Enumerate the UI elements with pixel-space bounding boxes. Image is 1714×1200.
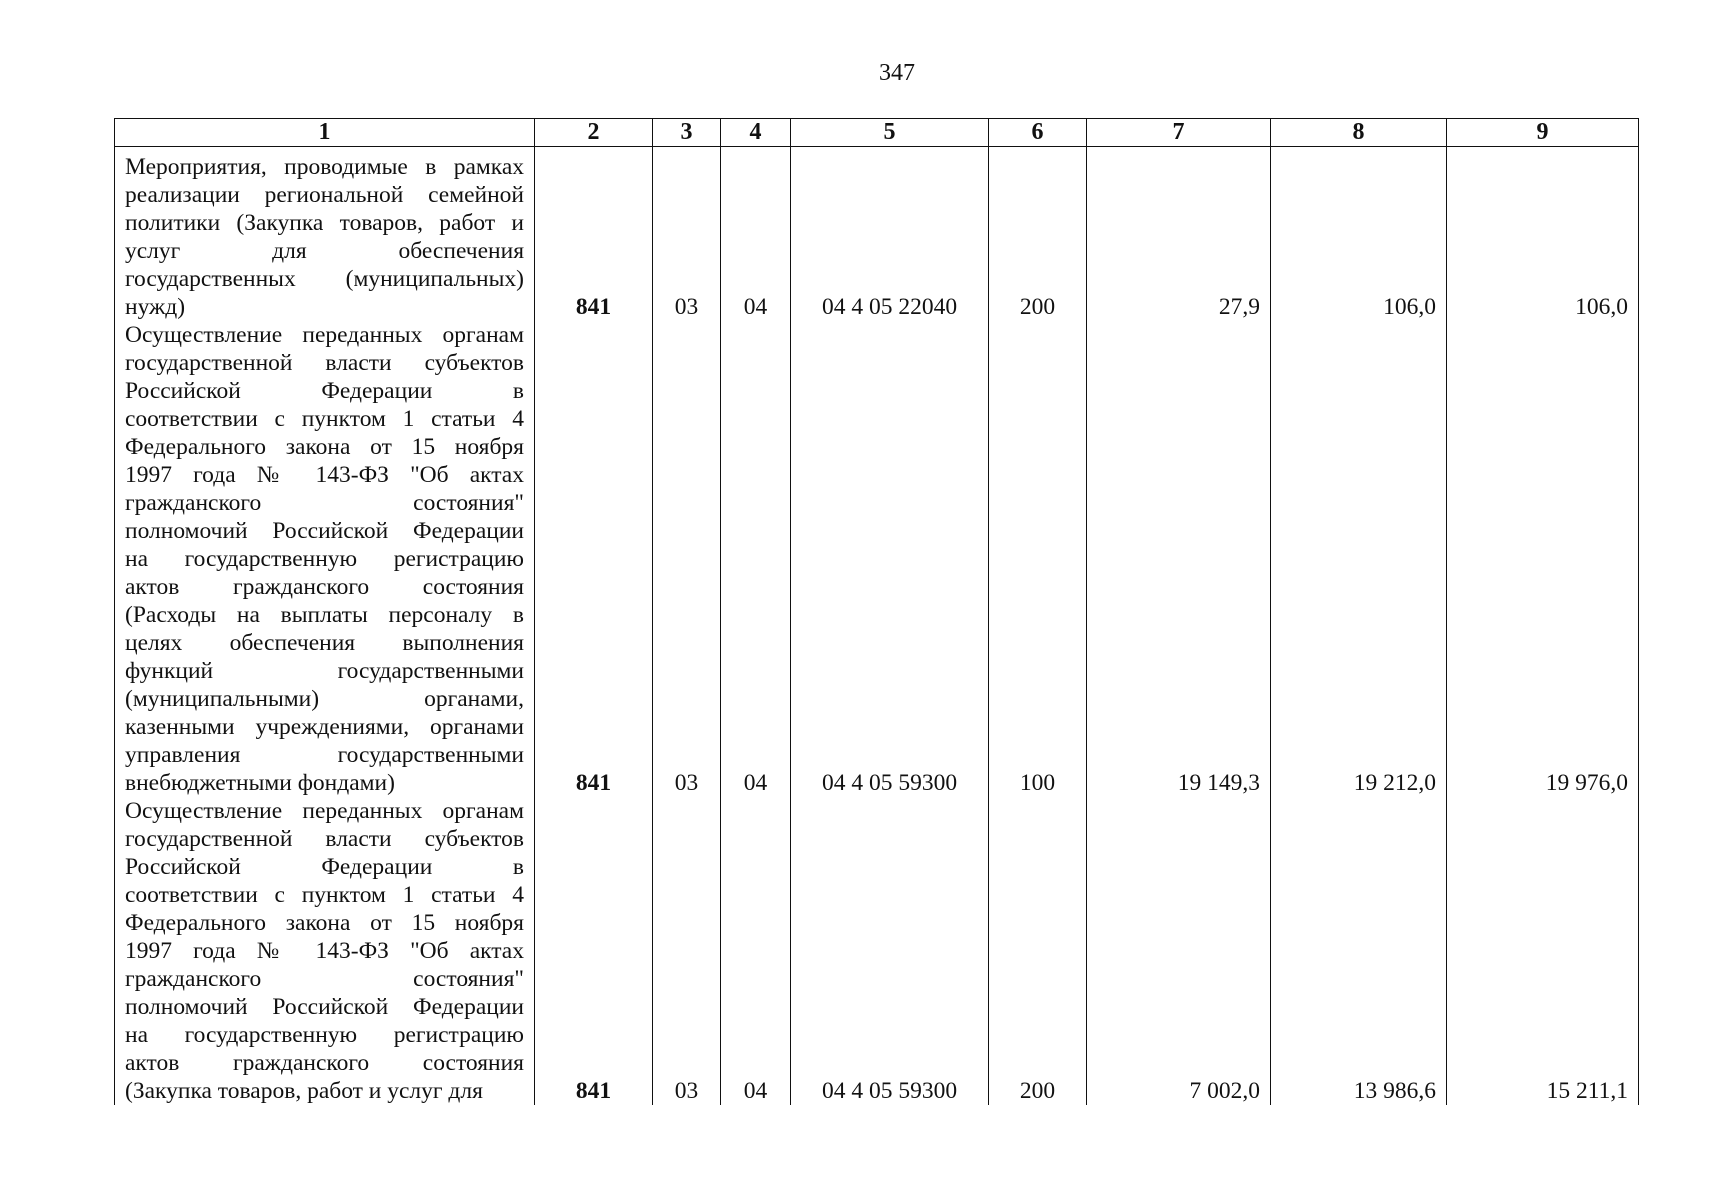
section-code-cell: 03: [653, 797, 721, 1105]
amount-col7-cell: 27,9: [1087, 147, 1271, 322]
description-line: казенными учреждениями, органами: [125, 714, 524, 740]
description-cell: [115, 147, 535, 322]
description-line: соответствии с пунктом 1 статьи 4: [125, 406, 524, 432]
description-line: политики (Закупка товаров, работ и: [125, 210, 524, 236]
section-code-cell: 03: [653, 321, 721, 797]
description-line: (Закупка товаров, работ и услуг для: [125, 1078, 483, 1104]
description-line: услуг для обеспечения: [125, 238, 524, 264]
table-row: [115, 797, 1639, 1105]
description-line: Российской Федерации в: [125, 854, 524, 880]
target-article-cell: 04 4 05 59300: [791, 797, 989, 1105]
header-cell: 5: [791, 119, 989, 147]
amount-col8-cell: 19 212,0: [1271, 321, 1447, 797]
subsection-code-cell: 04: [721, 797, 791, 1105]
target-article-cell: 04 4 05 59300: [791, 321, 989, 797]
description-line: государственной власти субъектов: [125, 826, 524, 852]
description-line: (Расходы на выплаты персоналу в: [125, 602, 524, 628]
ministry-code-cell: 841: [535, 797, 653, 1105]
subsection-code-cell: 04: [721, 321, 791, 797]
description-cell: [115, 321, 535, 797]
description-line: Осуществление переданных органам: [125, 798, 524, 824]
amount-col7-cell: 7 002,0: [1087, 797, 1271, 1105]
header-row: [115, 119, 1639, 147]
description-line: (муниципальными) органами,: [125, 686, 524, 712]
description-line: нужд): [125, 294, 186, 320]
amount-col9-cell: 106,0: [1447, 147, 1639, 322]
description-line: на государственную регистрацию: [125, 546, 524, 572]
expense-type-cell: 200: [989, 147, 1087, 322]
description-line: внебюджетными фондами): [125, 770, 395, 796]
header-cell: 8: [1271, 119, 1447, 147]
amount-col8-cell: 106,0: [1271, 147, 1447, 322]
header-cell: 6: [989, 119, 1087, 147]
page-number: 347: [879, 60, 915, 86]
expense-type-cell: 200: [989, 797, 1087, 1105]
description-line: управления государственными: [125, 742, 524, 768]
section-code-cell: 03: [653, 147, 721, 322]
description-line: Российской Федерации в: [125, 378, 524, 404]
header-cell: 9: [1447, 119, 1639, 147]
description-line: государственных (муниципальных): [125, 266, 524, 292]
description-line: актов гражданского состояния: [125, 1050, 524, 1076]
ministry-code-cell: 841: [535, 147, 653, 322]
description-line: целях обеспечения выполнения: [125, 630, 524, 656]
table-row: [115, 321, 1639, 797]
description-line: функций государственными: [125, 658, 524, 684]
header-cell: 7: [1087, 119, 1271, 147]
header-cell: 4: [721, 119, 791, 147]
description-line: Мероприятия, проводимые в рамках: [125, 154, 524, 180]
description-line: полномочий Российской Федерации: [125, 994, 524, 1020]
subsection-code-cell: 04: [721, 147, 791, 322]
description-line: Осуществление переданных органам: [125, 322, 524, 348]
target-article-cell: 04 4 05 22040: [791, 147, 989, 322]
description-line: Федерального закона от 15 ноября: [125, 434, 524, 460]
header-cell: 1: [115, 119, 535, 147]
budget-table-container: [114, 118, 1639, 1105]
budget-table: [114, 118, 1639, 1105]
description-line: гражданского состояния": [125, 966, 524, 992]
header-cell: 2: [535, 119, 653, 147]
description-line: 1997 года № 143-ФЗ "Об актах: [125, 462, 524, 488]
description-line: соответствии с пунктом 1 статьи 4: [125, 882, 524, 908]
description-line: реализации региональной семейной: [125, 182, 524, 208]
description-line: Федерального закона от 15 ноября: [125, 910, 524, 936]
ministry-code-cell: 841: [535, 321, 653, 797]
description-line: гражданского состояния": [125, 490, 524, 516]
amount-col9-cell: 15 211,1: [1447, 797, 1639, 1105]
description-cell: [115, 797, 535, 1105]
header-cell: 3: [653, 119, 721, 147]
description-line: 1997 года № 143-ФЗ "Об актах: [125, 938, 524, 964]
description-line: актов гражданского состояния: [125, 574, 524, 600]
amount-col8-cell: 13 986,6: [1271, 797, 1447, 1105]
amount-col7-cell: 19 149,3: [1087, 321, 1271, 797]
amount-col9-cell: 19 976,0: [1447, 321, 1639, 797]
table-body: [115, 147, 1639, 1106]
description-line: полномочий Российской Федерации: [125, 518, 524, 544]
expense-type-cell: 100: [989, 321, 1087, 797]
description-line: на государственную регистрацию: [125, 1022, 524, 1048]
table-row: [115, 147, 1639, 322]
description-line: государственной власти субъектов: [125, 350, 524, 376]
